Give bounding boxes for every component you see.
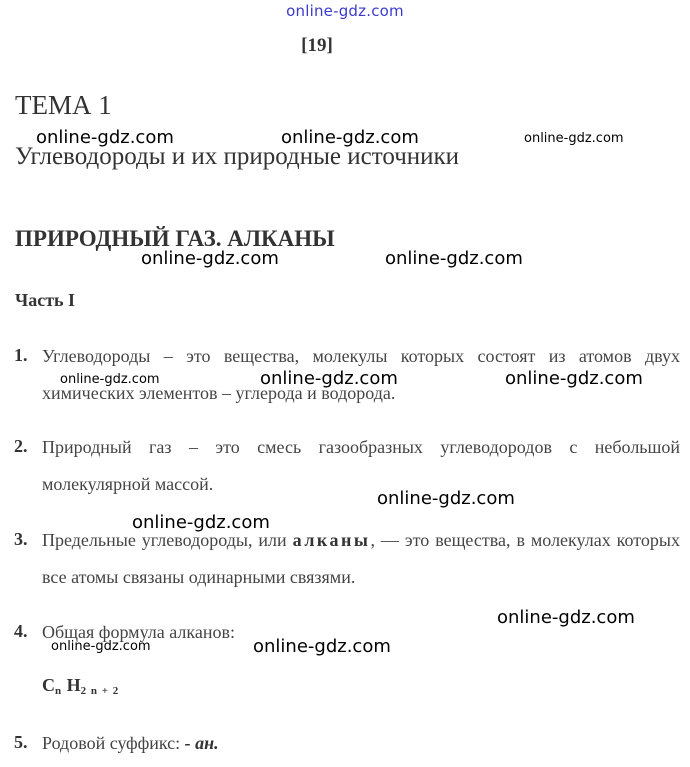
formula-carbon-index: n: [55, 685, 63, 697]
watermark: online-gdz.com: [132, 512, 270, 533]
watermark: online-gdz.com: [253, 636, 391, 657]
item-text: Углеводороды – это вещества, молекулы которых состоят из атомов двух химических элементов – углерода и водорода.: [42, 346, 680, 403]
alkane-formula: [42, 675, 119, 697]
watermark: online-gdz.com: [36, 127, 174, 148]
formula-carbon: C: [42, 675, 55, 695]
part-label: Часть I: [15, 290, 76, 310]
item-number: 4.: [14, 621, 28, 641]
item-number: 1.: [14, 345, 28, 365]
item-text: [42, 725, 680, 762]
watermark: online-gdz.com: [385, 248, 523, 269]
term-alkanes: алканы: [292, 530, 371, 550]
item-text: [42, 522, 680, 596]
watermark: online-gdz.com: [141, 248, 279, 269]
watermark: online-gdz.com: [524, 131, 624, 146]
watermark: online-gdz.com: [260, 368, 398, 389]
watermark: online-gdz.com: [60, 372, 160, 387]
watermark: online-gdz.com: [281, 127, 419, 148]
watermark: online-gdz.com: [497, 607, 635, 628]
item-number: 3.: [14, 529, 28, 549]
item-number: 5.: [14, 732, 28, 752]
item-text-main: Родовой суффикс:: [42, 733, 185, 753]
formula-hydrogen: H: [66, 675, 81, 695]
suffix-an: - ан.: [184, 733, 219, 753]
watermark: online-gdz.com: [51, 639, 151, 654]
page-number: [19]: [301, 35, 333, 56]
topic-title: Углеводороды и их природные источники: [15, 143, 460, 170]
watermark: online-gdz.com: [505, 368, 643, 389]
watermark: online-gdz.com: [377, 488, 515, 509]
item-text: Природный газ – это смесь газообразных углеводородов с небольшой молекулярной массой.: [42, 437, 680, 494]
item-number: 2.: [14, 436, 28, 456]
site-header-link: online-gdz.com: [286, 2, 404, 20]
item-text-after: , — это вещества, в молекулах которых все атомы связаны одинарными связями.: [42, 530, 680, 587]
item-text: Общая формула алканов:: [42, 622, 235, 642]
topic-label: ТЕМА 1: [15, 90, 112, 120]
formula-hydrogen-index: 2 n + 2: [80, 685, 120, 697]
item-text-before: Предельные углеводороды, или: [42, 530, 293, 550]
section-title: ПРИРОДНЫЙ ГАЗ. АЛКАНЫ: [15, 226, 335, 251]
